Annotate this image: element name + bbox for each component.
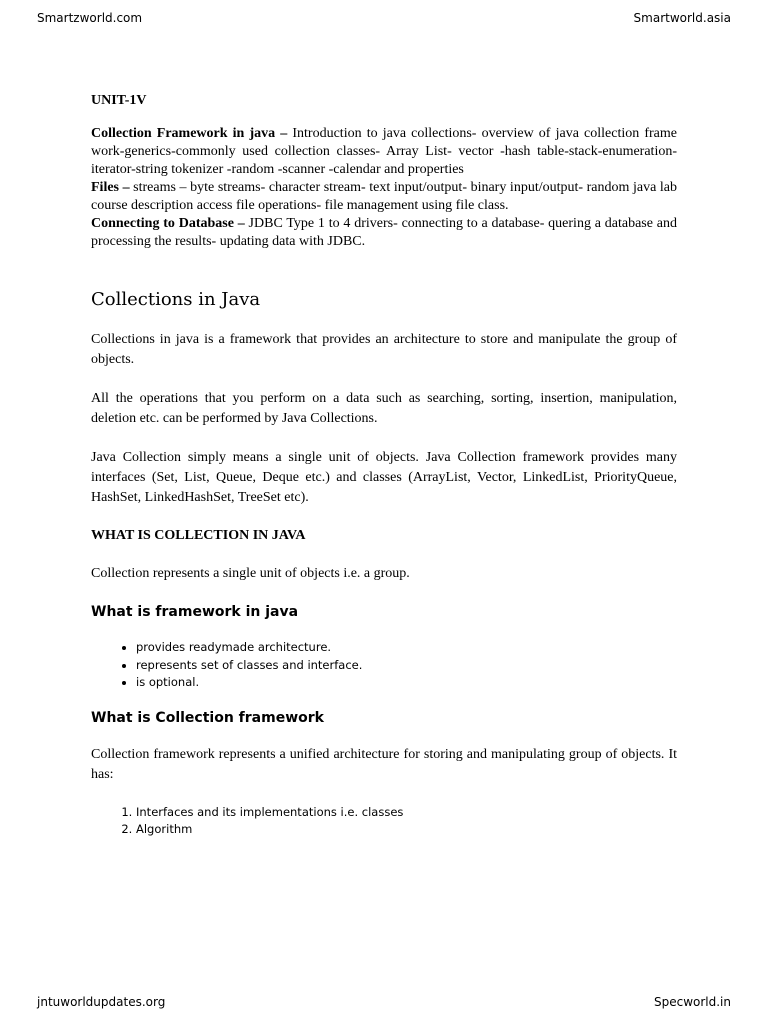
syllabus xyxy=(91,125,677,251)
footer-right-site: Specworld.in xyxy=(653,995,731,1009)
header-left-site: Smartzworld.com xyxy=(37,11,143,25)
footer-left-site: jntuworldupdates.org xyxy=(37,995,166,1009)
syllabus-item xyxy=(91,215,677,251)
heading-what-is-framework: What is framework in java xyxy=(91,604,299,620)
paragraph: All the operations that you perform on a data such as searching, sorting, insertion, manipulation, deletion etc. can be performed by Java Collections. xyxy=(91,391,677,426)
list-item: 1. Interfaces and its implementations i.e. classes xyxy=(136,804,677,822)
paragraph: Collections in java is a framework that provides an architecture to store and manipulate the group of objects. xyxy=(91,332,677,367)
paragraph: Java Collection simply means a single unit of objects. Java Collection framework provides many interfaces (Set, List, Queue, Deque etc.) and classes (ArrayList, Vector, LinkedList, PriorityQueue, HashSet, LinkedHashSet, TreeSet etc). xyxy=(91,450,677,505)
document-body xyxy=(91,92,677,856)
framework-list xyxy=(91,639,677,692)
paragraph: Collection framework represents a unified architecture for storing and manipulating group of objects. It has: xyxy=(91,746,677,782)
syllabus-text: streams – byte streams- character stream- text input/output- binary input/output- random java lab course description access file operations- file management using file class. xyxy=(91,180,677,213)
heading-what-is-collection-framework: What is Collection framework xyxy=(91,709,324,726)
unit-title: UNIT-1V xyxy=(91,93,147,108)
paragraph: Collection represents a single unit of objects i.e. a group. xyxy=(91,566,410,581)
list-item: 2. Algorithm xyxy=(136,821,677,839)
list-item: • is optional. xyxy=(136,674,677,692)
header-right-site: Smartworld.asia xyxy=(633,11,731,25)
syllabus-label: Collection Framework in java – xyxy=(91,126,288,141)
syllabus-label: Connecting to Database – xyxy=(91,216,245,231)
syllabus-item xyxy=(91,125,677,179)
section-title: Collections in Java xyxy=(91,289,261,310)
syllabus-item xyxy=(91,179,677,215)
list-item: • provides readymade architecture. xyxy=(136,639,677,657)
syllabus-text: JDBC Type 1 to 4 drivers- connecting to a database- quering a database and processing the results- updating data with JDBC. xyxy=(91,216,677,249)
syllabus-label: Files – xyxy=(91,180,130,195)
collection-framework-list xyxy=(91,804,677,839)
syllabus-text: Introduction to java collections- overview of java collection frame work-generics-commonly used collection classes- Array List- vector -hash table-stack-enumeration-iterator-string tokenizer -random -scanner -calendar and properties xyxy=(91,126,677,177)
heading-what-is-collection: WHAT IS COLLECTION IN JAVA xyxy=(91,528,306,543)
list-item: • represents set of classes and interface. xyxy=(136,657,677,675)
